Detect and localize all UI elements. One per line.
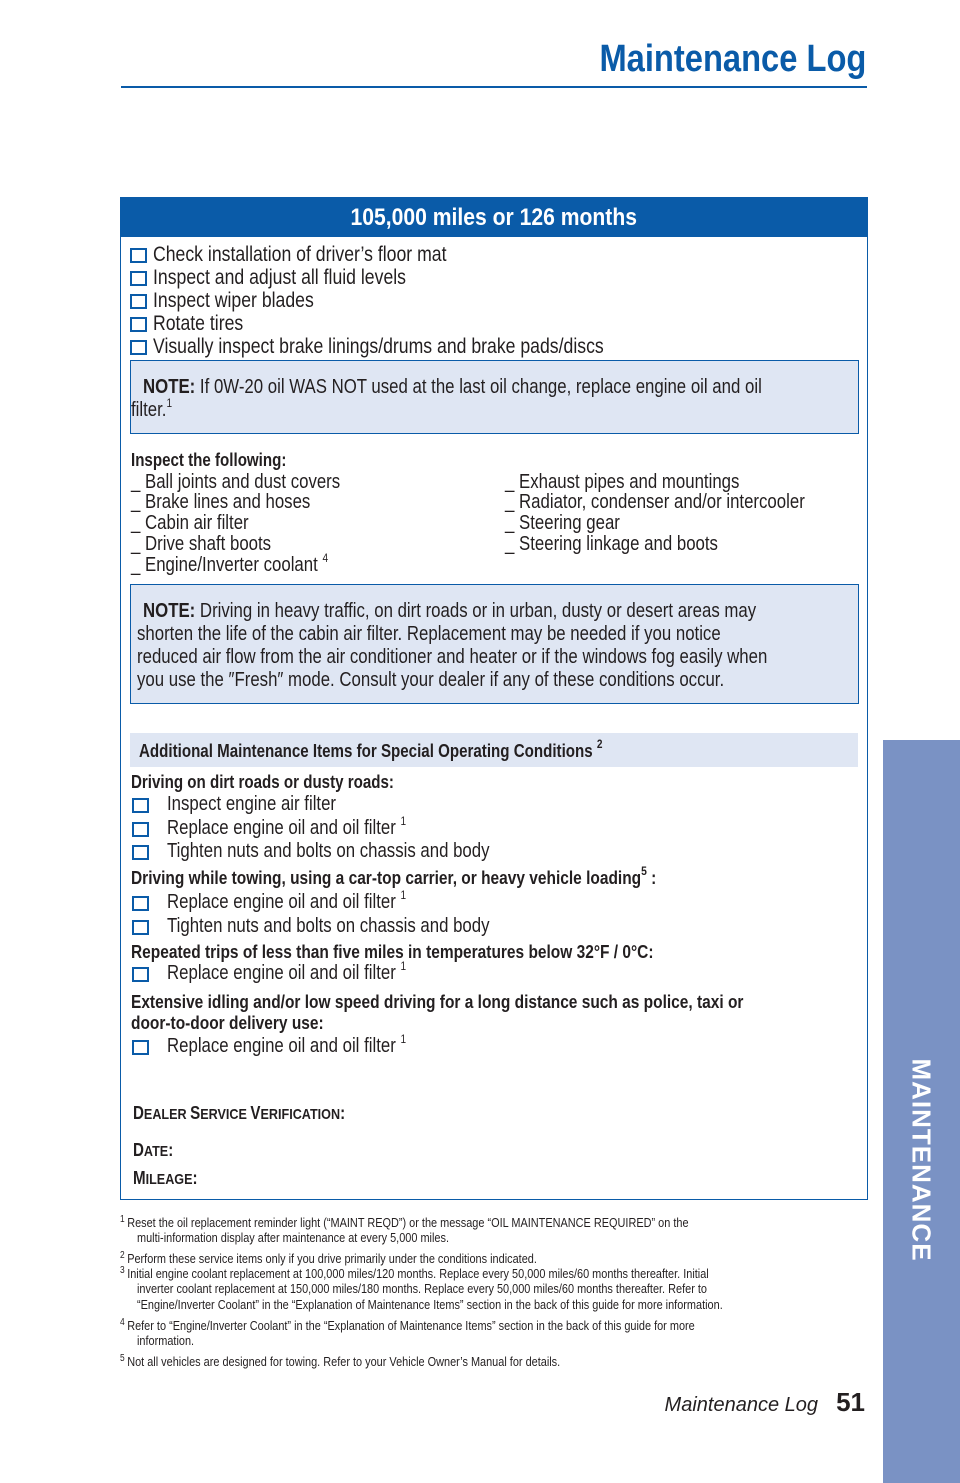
checklist-item: Check installation of driver’s floor mat [153,243,447,266]
interval-header [121,198,867,237]
idling-heading: Extensive idling and/or low speed driving for a long distance such as police, taxi or [131,992,744,1012]
inspect-item: _ Radiator, condenser and/or intercooler [505,491,805,513]
checkbox[interactable] [130,317,147,332]
condition-item: Replace engine oil and oil filter $^1$ [167,888,407,913]
note-line: NOTE: If 0W-20 oil WAS NOT used at the last oil change, replace engine oil and oil [143,376,762,398]
note-label: NOTE: [143,600,196,622]
checklist-item: Inspect and adjust all fluid levels [153,266,406,289]
checklist-item: Inspect wiper blades [153,289,314,312]
footnote: $^2$ Perform these service items only if you drive primarily under the conditions indicated. [120,1250,537,1266]
section-tab-text: MAINTENANCE [906,1058,937,1262]
note-line: NOTE: Driving in heavy traffic, on dirt roads or in urban, dusty or desert areas may [143,600,757,622]
checkbox[interactable] [132,1040,149,1055]
checklist-item: Rotate tires [153,312,244,335]
inspect-item: _ Brake lines and hoses [131,491,311,513]
footnote-cont: multi-information display after maintenance at every 5,000 miles. [137,1230,449,1245]
condition-item: Inspect engine air filter [167,793,337,815]
checkbox[interactable] [132,896,149,911]
condition-item: Tighten nuts and bolts on chassis and body [167,915,490,937]
footnote: $^5$ Not all vehicles are designed for towing. Refer to your Vehicle Owner’s Manual for details. [120,1353,561,1369]
cabin-filter-note [130,584,859,704]
title-divider [121,86,867,88]
date-label: DATE: [133,1140,174,1160]
note-label: NOTE: [143,376,196,398]
inspect-heading: Inspect the following: [131,450,287,470]
checkbox[interactable] [132,822,149,837]
checkbox[interactable] [132,967,149,982]
inspect-item: _ Ball joints and dust covers [131,471,341,493]
note-line: reduced air flow from the air conditioner and heater or if the windows fog easily when [137,646,768,668]
dirt-roads-heading: Driving on dirt roads or dusty roads: [131,772,394,792]
inspect-item: _ Steering gear [505,512,620,534]
checkbox[interactable] [132,845,149,860]
checkbox[interactable] [132,920,149,935]
oil-note [130,360,859,434]
note-line: you use the ″Fresh″ mode. Consult your dealer if any of these conditions occur. [137,669,725,691]
checkbox[interactable] [132,798,149,813]
footnote: $^4$ Refer to “Engine/Inverter Coolant” in the “Explanation of Maintenance Items” section in the back of this guide for more [120,1317,695,1333]
inspect-item: _ Steering linkage and boots [505,533,718,555]
inspect-item: _ Cabin air filter [131,512,249,534]
footnote: $^1$ Reset the oil replacement reminder light (“MAINT REQD”) or the message “OIL MAINTENANCE REQUIRED” on the [120,1214,689,1230]
footnote: $^3$ Initial engine coolant replacement at 100,000 miles/120 months. Replace every 50,000 miles/60 months thereafter. Initial [120,1265,709,1281]
page-number: 51 [836,1387,865,1417]
towing-heading: Driving while towing, using a car-top carrier, or heavy vehicle loading$^5$ : [131,864,657,888]
checkbox[interactable] [130,248,147,263]
idling-heading-cont: door-to-door delivery use: [131,1013,324,1033]
footnote-cont: “Engine/Inverter Coolant” in the “Explanation of Maintenance Items” section in the back of this guide for more information. [137,1297,723,1312]
inspect-item: _ Engine/Inverter coolant $^4$ [131,551,329,576]
footer-section-label: Maintenance Log [664,1394,818,1416]
inspect-item: _ Drive shaft boots [131,533,272,555]
additional-items-title: Additional Maintenance Items for Special Operating Conditions $^2$ [139,737,603,761]
short-trips-heading: Repeated trips of less than five miles in temperatures below 32°F / 0°C: [131,942,654,962]
checklist-item: Visually inspect brake linings/drums and brake pads/discs [153,335,604,358]
footnote-cont: information. [137,1333,195,1348]
page-title: Maintenance Log [599,38,866,80]
condition-item: Replace engine oil and oil filter $^1$ [167,1032,407,1057]
interval-title: 105,000 miles or 126 months [350,204,638,231]
mileage-label: MILEAGE: [133,1168,198,1188]
inspect-item: _ Exhaust pipes and mountings [505,471,740,493]
checkbox[interactable] [130,271,147,286]
condition-item: Replace engine oil and oil filter $^1$ [167,959,407,984]
footnote-cont: inverter coolant replacement at 150,000 miles/180 months. Replace every 50,000 miles/60 months thereafter. Refer to [137,1281,707,1296]
checkbox[interactable] [130,340,147,355]
note-line: shorten the life of the cabin air filter. Replacement may be needed if you notice [137,623,721,645]
checkbox[interactable] [130,294,147,309]
condition-item: Tighten nuts and bolts on chassis and body [167,840,490,862]
note-line: filter.$^1$ [131,396,173,421]
dealer-verification-label: DEALER SERVICE VERIFICATION: [133,1103,346,1123]
condition-item: Replace engine oil and oil filter $^1$ [167,814,407,839]
